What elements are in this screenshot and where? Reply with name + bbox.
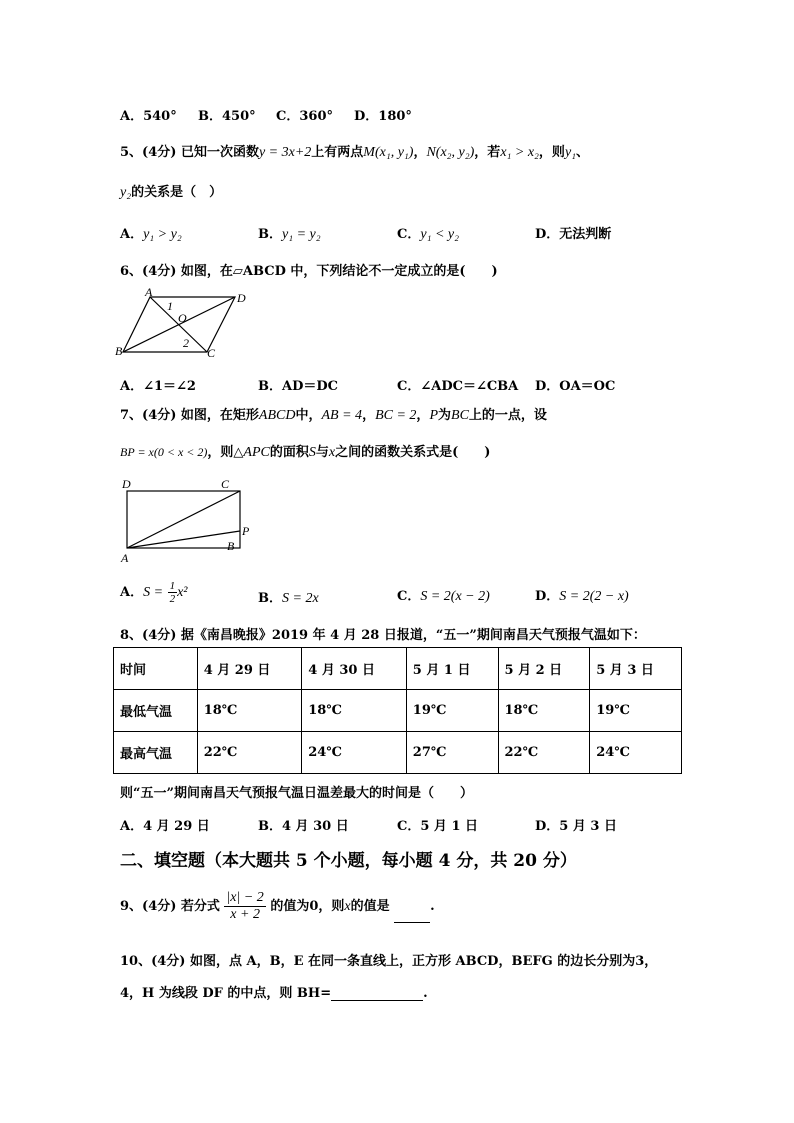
q7-option-b: B．S = 2x xyxy=(258,591,319,606)
svg-text:B: B xyxy=(115,344,123,358)
table-cell: 19℃ xyxy=(406,690,498,732)
q5-number: 5、(4分) xyxy=(120,145,177,160)
svg-text:P: P xyxy=(242,524,250,538)
q7-line1: 7、(4分) 如图，在矩形ABCD中，AB = 4，BC = 2，P为BC上的一点，设 xyxy=(120,408,547,423)
q6-option-d: D．OA＝OC xyxy=(535,379,616,394)
table-cell: 19℃ xyxy=(590,690,682,732)
table-header-cell: 时间 xyxy=(114,648,198,690)
q8-option-c: C．5 月 1 日 xyxy=(397,819,479,834)
q5-y1: y₁ xyxy=(564,145,577,160)
table-cell: 18℃ xyxy=(302,690,407,732)
svg-text:A: A xyxy=(145,287,153,299)
q7-rectangle-figure xyxy=(115,474,255,566)
q6-option-b: B．AD＝DC xyxy=(258,379,338,394)
q5-line2 xyxy=(120,181,222,201)
table-header-cell: 4 月 29 日 xyxy=(197,648,302,690)
q6-stem: 6、(4分) 如图，在▱ABCD 中，下列结论不一定成立的是( ) xyxy=(120,264,498,279)
q10-line2: 4，H 为线段 DF 的中点，则 BH= . xyxy=(120,986,428,1001)
table-row xyxy=(114,732,682,774)
q5-question: 的关系是（ ） xyxy=(131,185,223,200)
q7-option-a: A．S = $\frac{1}{2}$ x² xyxy=(120,580,188,605)
q6-parallelogram-figure xyxy=(115,287,255,363)
q5-separator: 、 xyxy=(576,145,590,160)
q5-point-m: M(x₁, y₁) xyxy=(363,145,414,160)
table-cell: 最高气温 xyxy=(114,732,198,774)
q5-option-d: D．无法判断 xyxy=(535,227,612,242)
q6-option-c: C．∠ADC＝∠CBA xyxy=(397,379,519,394)
svg-text:O: O xyxy=(178,311,187,325)
table-row xyxy=(114,690,682,732)
q8-temperature-table xyxy=(113,647,682,774)
q8-option-b: B．4 月 30 日 xyxy=(258,819,349,834)
q10-line1: 10、(4分) 如图，点 A，B，E 在同一条直线上，正方形 ABCD，BEFG 的边长分别为3， xyxy=(120,954,658,969)
table-header-cell: 5 月 1 日 xyxy=(406,648,498,690)
q5-option-a: A．y₁ > y₂ xyxy=(120,227,182,242)
q9-answer-blank[interactable] xyxy=(394,922,430,923)
table-cell: 最低气温 xyxy=(114,690,198,732)
table-header-cell: 4 月 30 日 xyxy=(302,648,407,690)
table-cell: 18℃ xyxy=(197,690,302,732)
svg-text:C: C xyxy=(221,477,230,491)
table-cell: 24℃ xyxy=(302,732,407,774)
table-cell: 27℃ xyxy=(406,732,498,774)
q7-line2: BP = x(0 < x < 2)，则△APC的面积S与x之间的函数关系式是( ) xyxy=(120,445,491,460)
q10-answer-blank[interactable] xyxy=(331,1000,423,1001)
q5-condition: x₁ > x₂ xyxy=(500,145,539,160)
q5-option-b: B．y₁ = y₂ xyxy=(258,227,321,242)
q4-option-b: B．450° xyxy=(198,109,256,124)
svg-text:B: B xyxy=(227,539,235,553)
table-header-cell: 5 月 2 日 xyxy=(498,648,590,690)
svg-text:A: A xyxy=(121,551,129,565)
q5-line1: 5、(4分) 已知一次函数y = 3x+2上有两点M(x₁, y₁)，N(x₂, y₂)，若x₁ > x₂，则y₁、 xyxy=(120,145,590,160)
svg-text:D: D xyxy=(122,477,131,491)
q4-option-d: D．180° xyxy=(354,109,412,124)
q8-option-d: D．5 月 3 日 xyxy=(535,819,617,834)
q5-point-n: N(x₂, y₂) xyxy=(426,145,475,160)
q8-stem: 8、(4分) 据《南昌晚报》2019 年 4 月 28 日报道，“五一”期间南昌天气预报气温如下： xyxy=(120,628,646,643)
table-header-cell: 5 月 3 日 xyxy=(590,648,682,690)
svg-text:1: 1 xyxy=(167,299,173,313)
section-heading: 二、填空题（本大题共 5 个小题，每小题 4 分，共 20 分） xyxy=(120,851,577,871)
table-cell: 22℃ xyxy=(197,732,302,774)
q4-option-c: C．360° xyxy=(276,109,333,124)
svg-text:D: D xyxy=(237,291,246,305)
q5-text: ，则 xyxy=(538,145,565,160)
svg-text:2: 2 xyxy=(183,336,189,350)
q5-text: 上有两点 xyxy=(311,145,364,160)
table-cell: 24℃ xyxy=(590,732,682,774)
svg-text:C: C xyxy=(207,346,216,360)
q7-option-c: C．S = 2(x − 2) xyxy=(397,589,490,604)
table-header-row xyxy=(114,648,682,690)
q8-option-a: A．4 月 29 日 xyxy=(120,819,210,834)
q9-stem: 9、(4分) 若分式 $\frac{|x| - 2}{x + 2}$ 的值为0，则x的值是 . xyxy=(120,890,435,922)
q4-option-a: A．540° xyxy=(120,109,177,124)
q5-y2: y₂ xyxy=(120,185,132,200)
q6-option-a: A．∠1＝∠2 xyxy=(120,379,196,394)
q5-text: ，若 xyxy=(474,145,501,160)
q5-function: y = 3x+2 xyxy=(258,145,312,160)
table-cell: 22℃ xyxy=(498,732,590,774)
table-cell: 18℃ xyxy=(498,690,590,732)
q8-question: 则“五一”期间南昌天气预报气温日温差最大的时间是（ ） xyxy=(120,786,473,801)
q5-text: 已知一次函数 xyxy=(180,145,259,160)
q5-option-c: C．y₁ < y₂ xyxy=(397,227,459,242)
q7-option-d: D．S = 2(2 − x) xyxy=(535,589,629,604)
